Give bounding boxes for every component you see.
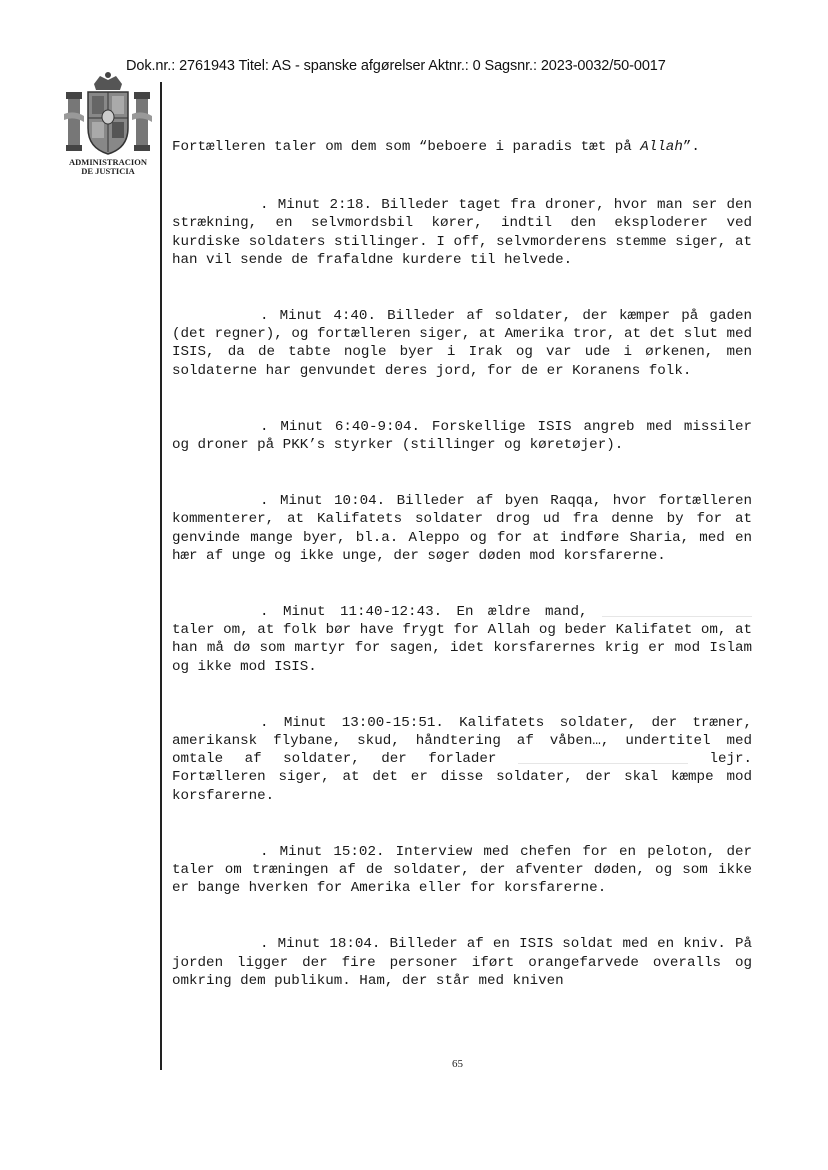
intro-text-after: ”.: [682, 139, 700, 155]
entry-text: . Minut 15:02. Interview med chefen for en peloton, der taler om træningen af de soldater, der afventer døden, og som ikke er bange hverken for Amerika eller for korsfarerne.: [172, 843, 752, 897]
entry-text-before: . Minut 11:40-12:43. En ældre mand,: [260, 604, 588, 621]
entry-text-after: taler om, at folk bør have frygt for Allah og beder Kalifatet om, at han må dø som martyr for sagen, idet korsfarernes krig er mod Islam og ikke mod ISIS.: [172, 622, 752, 675]
intro-emphasis: Allah: [640, 139, 683, 155]
entry-text: . Minut 18:04. Billeder af en ISIS soldat med en kniv. På jorden ligger der fire personer iført orangefarvede overalls og omkring dem publikum. Ham, der står med kniven: [172, 936, 752, 989]
entry-paragraph-1: [172, 196, 752, 269]
page-number: 65: [452, 1058, 463, 1070]
entry-text: . Minut 10:04. Billeder af byen Raqqa, hvor fortælleren kommenterer, at Kalifatets soldater drog ud fra denne by for at genvinde mange byer, bl.a. Aleppo og for at indføre Sharia, med en hær af unge og ikke unge, der søger døden mod korsfarerne.: [172, 493, 752, 564]
seal-caption-line2: DE JUSTICIA: [81, 166, 135, 176]
intro-text-before: Fortælleren taler om dem som “beboere i paradis tæt på: [172, 139, 641, 155]
coat-of-arms-graphic: [60, 70, 156, 160]
entry-paragraph-3: [172, 418, 752, 454]
entry-paragraph-8: [172, 935, 752, 990]
margin-rule: [160, 82, 162, 1070]
intro-paragraph: [172, 138, 752, 156]
entry-paragraph-6: [172, 714, 752, 805]
entry-paragraph-7: [172, 843, 752, 898]
entry-text-before: . Minut 13:00-15:51. Kalifatets soldater, der træner, amerikansk flybane, skud, håndtering af våben…, undertitel med omtale af soldater, der forlader: [172, 714, 752, 768]
entry-paragraph-4: [172, 492, 752, 565]
seal-caption: [60, 158, 156, 176]
entry-text-after: lejr. Fortælleren siger, at det er disse soldater, der skal kæmpe mod korsfarerne.: [172, 751, 753, 804]
document-header: Dok.nr.: 2761943 Titel: AS - spanske afgørelser Aktnr.: 0 Sagsnr.: 2023-0032/50-0017: [126, 58, 666, 74]
entry-text: . Minut 4:40. Billeder af soldater, der kæmper på gaden (det regner), og fortælleren siger, at Amerika tror, at det slut med ISIS, da de tabte nogle byer i Irak og var ude i ørkenen, men soldaterne har genvundet deres jord, for de er Koranens folk.: [172, 308, 752, 379]
entry-paragraph-2: [172, 307, 752, 380]
entry-text: . Minut 6:40-9:04. Forskellige ISIS angreb med missiler og droner på PKK’s styrker (stillinger og køretøjer).: [172, 418, 752, 454]
redaction-mark: [518, 753, 688, 764]
entry-paragraph-5: [172, 603, 752, 676]
redaction-mark: [602, 606, 752, 617]
document-body: [172, 138, 752, 990]
seal-caption-line1: ADMINISTRACION: [69, 157, 147, 167]
entry-text: . Minut 2:18. Billeder taget fra droner, hvor man ser den strækning, en selvmordsbil kører, indtil den eksploderer ved kurdiske soldaters stillinger. I off, selvmorderens stemme siger, at han vil sende de frafaldne kurdere til helvede.: [172, 197, 752, 268]
